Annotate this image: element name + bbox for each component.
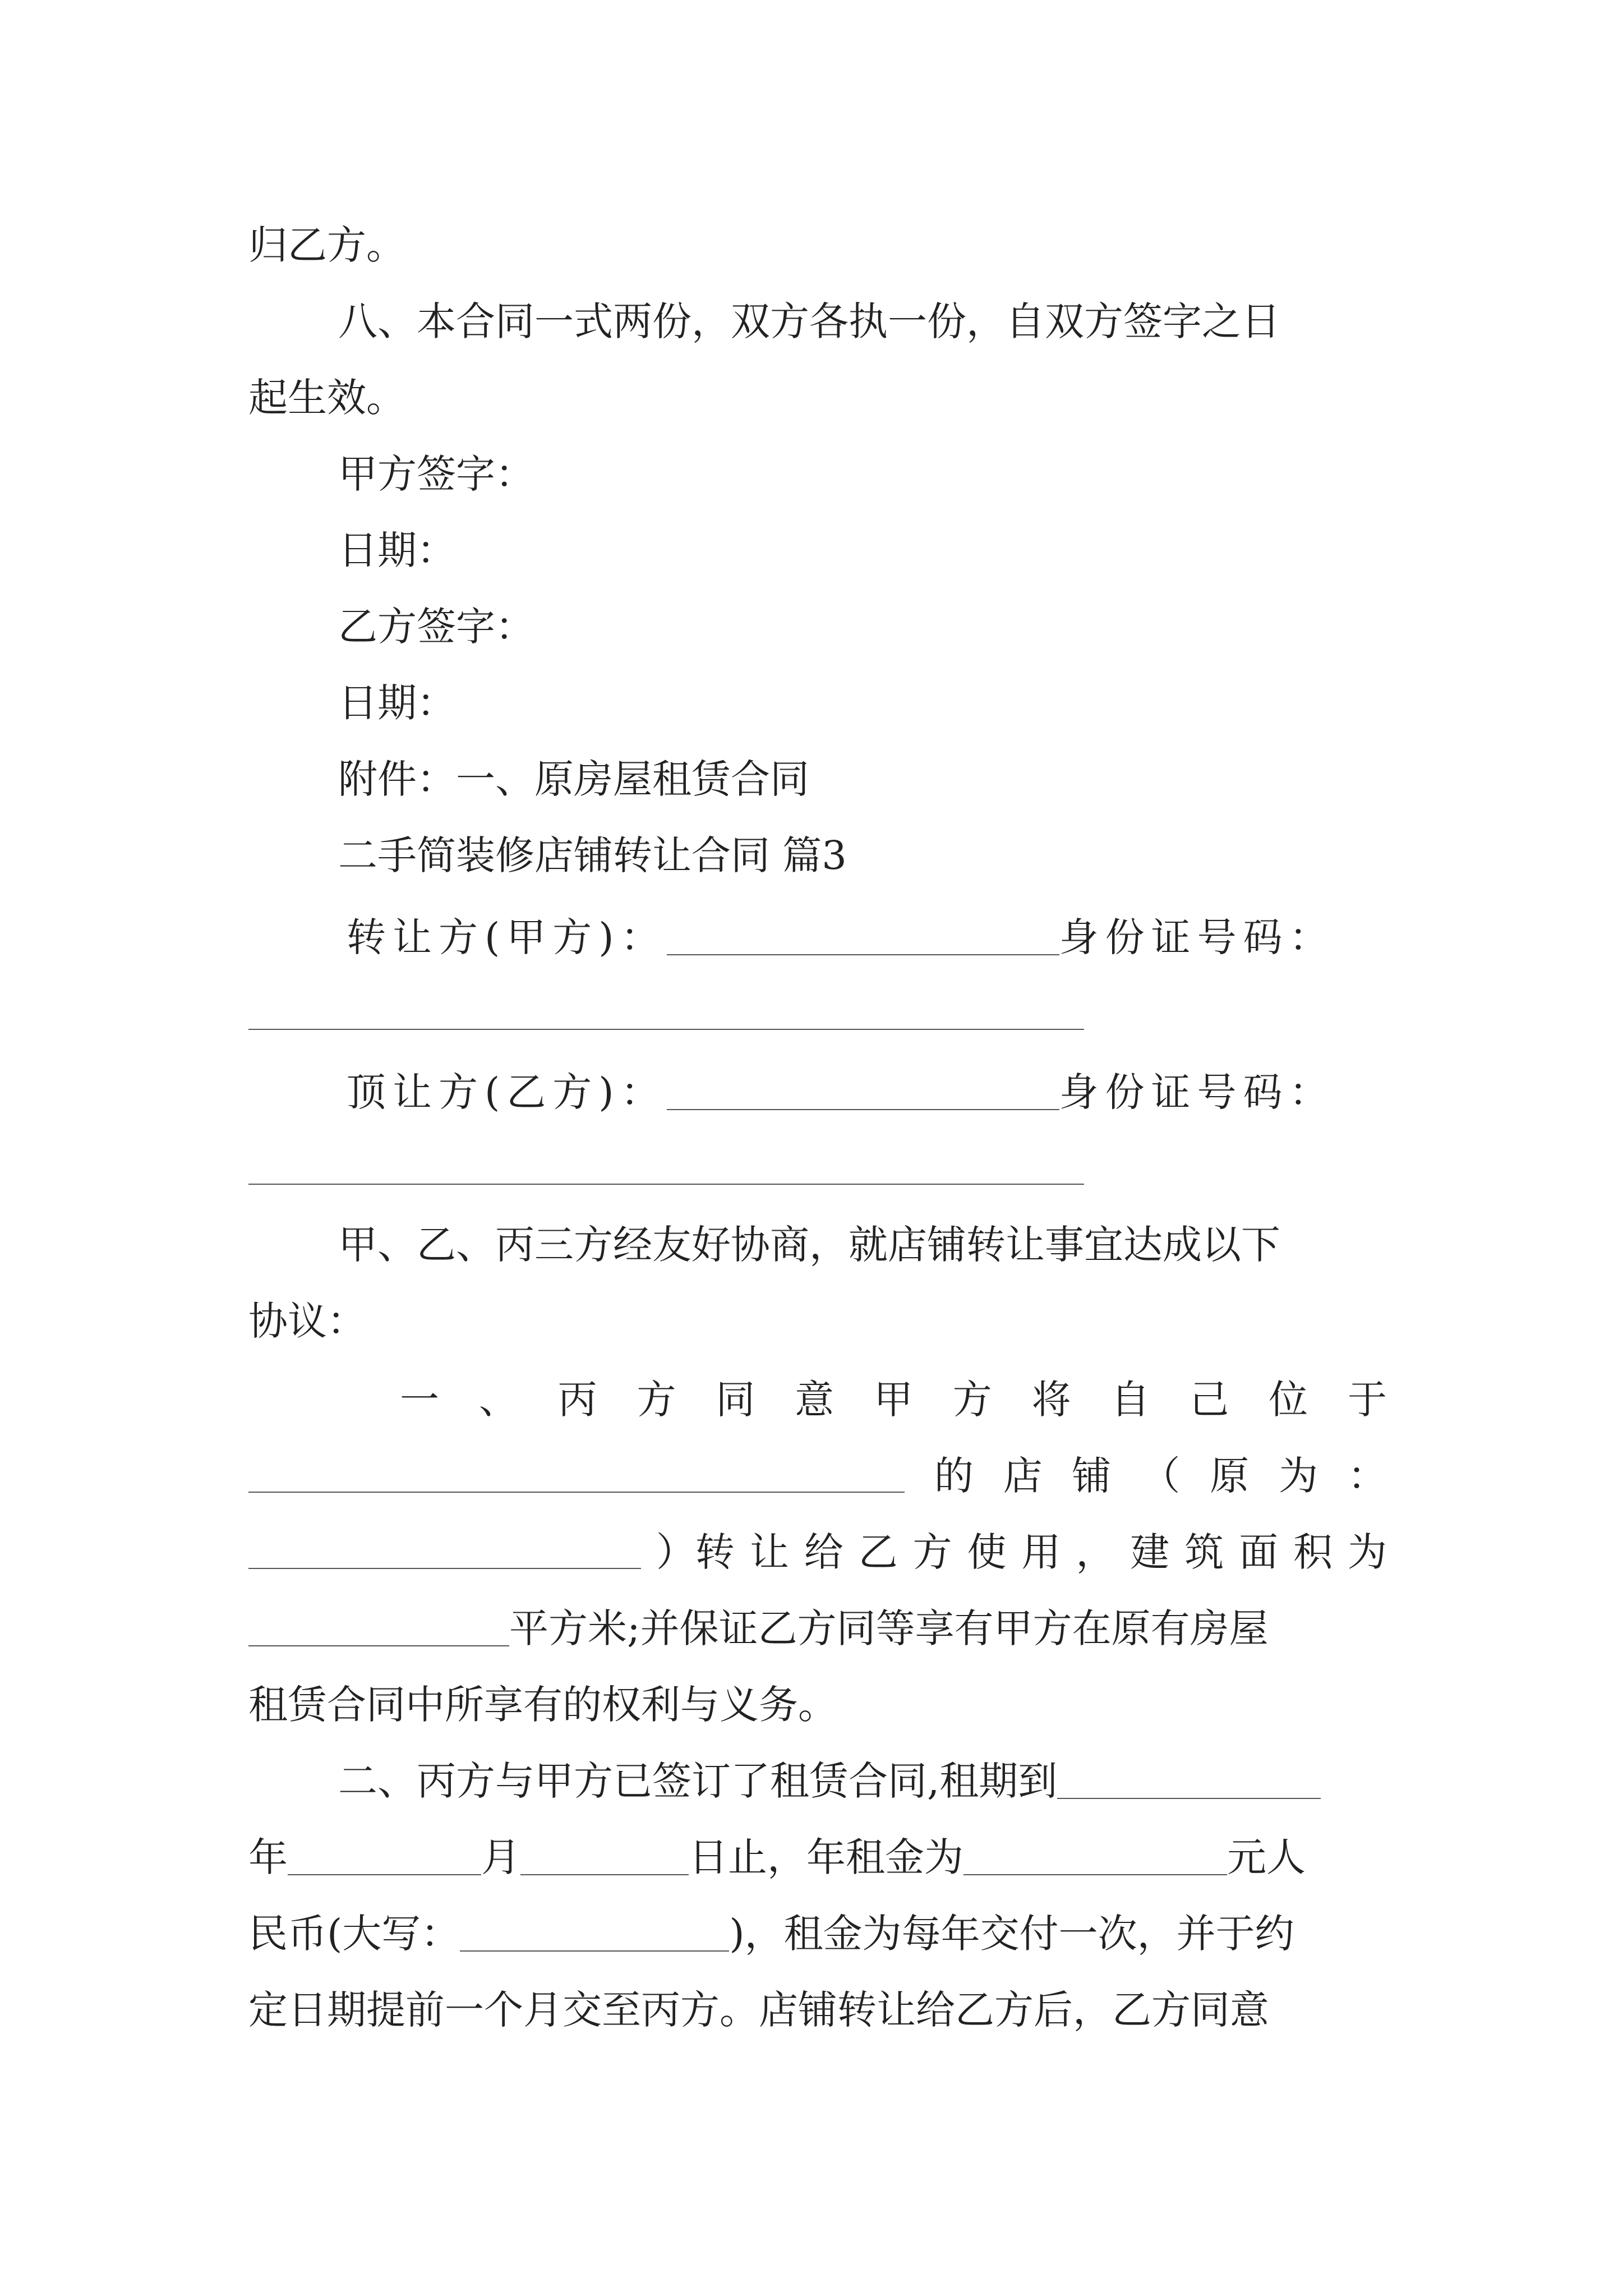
clause-2-line-3 bbox=[248, 1897, 1387, 1970]
party-b-signature-label: 乙方签字： bbox=[338, 604, 534, 650]
lease-end-blank bbox=[1057, 1765, 1321, 1799]
year-label: 年 bbox=[248, 1834, 288, 1880]
transferor-id-blank bbox=[248, 1029, 1084, 1030]
clause-1-char: 方 bbox=[912, 1529, 952, 1575]
clause-1-char: 积 bbox=[1293, 1529, 1333, 1575]
area-blank bbox=[248, 1613, 509, 1646]
annual-rent-label: 日止，年租金为 bbox=[689, 1834, 963, 1880]
clause-1-char: 、 bbox=[478, 1377, 518, 1423]
clause-1-char: 意 bbox=[795, 1377, 834, 1423]
clause-1-char: 自 bbox=[1110, 1377, 1150, 1423]
clause-1-char: 位 bbox=[1269, 1377, 1308, 1423]
intro-line-1: 甲、乙、丙三方经友好协商，就店铺转让事宜达成以下 bbox=[338, 1222, 1280, 1268]
clause-1-char: 店 bbox=[1003, 1453, 1043, 1499]
clause-1-char: 将 bbox=[1031, 1377, 1071, 1423]
clause-1-char: 用 bbox=[1021, 1529, 1061, 1575]
clause-2-line-1 bbox=[338, 1745, 1387, 1818]
attachment-line: 附件：一、原房屋租赁合同 bbox=[338, 756, 809, 802]
clause-2-line-4: 定日期提前一个月交至丙方。店铺转让给乙方后，乙方同意 bbox=[248, 1987, 1269, 2033]
party-b-date-label: 日期： bbox=[338, 680, 456, 726]
clause-1-char: 同 bbox=[716, 1377, 755, 1423]
annual-rent-blank bbox=[963, 1842, 1227, 1875]
transferor-id-label: 身份证号码： bbox=[1059, 914, 1335, 960]
clause-1-char: 一 bbox=[400, 1377, 439, 1423]
clause-1-line-5: 租赁合同中所享有的权利与义务。 bbox=[248, 1682, 837, 1728]
clause-1-char: 于 bbox=[1347, 1377, 1387, 1423]
clause-2-text: 二、丙方与甲方已签订了租赁合同,租期到 bbox=[338, 1758, 1058, 1804]
clause-1-char: 丙 bbox=[557, 1377, 597, 1423]
assignee-id-blank bbox=[248, 1184, 1084, 1185]
assignee-name-blank bbox=[667, 1076, 1059, 1110]
clause-1-line-1 bbox=[400, 1363, 1387, 1436]
clause-8-line-2: 起生效。 bbox=[248, 375, 405, 421]
clause-1-char: 铺 bbox=[1072, 1453, 1112, 1499]
clause-8-line-1: 八、本合同一式两份，双方各执一份，自双方签字之日 bbox=[338, 298, 1280, 344]
intro-line-2: 协议： bbox=[248, 1298, 366, 1344]
payment-terms-text: )，租金为每年交付一次，并于约 bbox=[729, 1911, 1294, 1957]
clause-1-char: 面 bbox=[1239, 1529, 1279, 1575]
clause-1-char: 使 bbox=[967, 1529, 1007, 1575]
clause-1-char: 为 bbox=[1279, 1453, 1318, 1499]
clause-1-area-text: 平方米;并保证乙方同等享有甲方在原有房屋 bbox=[509, 1605, 1269, 1651]
uppercase-amount-label: 民币(大写： bbox=[248, 1911, 460, 1957]
clause-1-char: ： bbox=[1347, 1453, 1387, 1499]
clause-1-char: 为 bbox=[1347, 1529, 1387, 1575]
clause-1-char: ）转 bbox=[656, 1529, 735, 1575]
party-a-date-label: 日期： bbox=[338, 527, 456, 573]
assignee-line bbox=[347, 1056, 1387, 1129]
clause-1-char: 给 bbox=[804, 1529, 843, 1575]
assignee-label: 顶让方(乙方)： bbox=[347, 1069, 667, 1115]
transferor-name-blank bbox=[667, 922, 1059, 955]
clause-1-line-2 bbox=[248, 1439, 1387, 1512]
clause-1-line-4 bbox=[248, 1592, 1387, 1665]
clause-1-char: 方 bbox=[952, 1377, 992, 1423]
transferor-label: 转让方(甲方)： bbox=[347, 914, 667, 960]
clause-1-char: 己 bbox=[1189, 1377, 1229, 1423]
section-title: 二手简装修店铺转让合同 篇3 bbox=[338, 832, 847, 878]
shop-location-blank bbox=[248, 1459, 905, 1493]
clause-1-char: 乙 bbox=[858, 1529, 898, 1575]
text-line: 归乙方。 bbox=[248, 222, 405, 268]
clause-2-line-2 bbox=[248, 1821, 1387, 1894]
clause-1-char: 的 bbox=[934, 1453, 974, 1499]
clause-1-char: 甲 bbox=[873, 1377, 913, 1423]
month-label: 月 bbox=[481, 1834, 520, 1880]
clause-1-char: ， bbox=[1076, 1529, 1115, 1575]
clause-1-char: 方 bbox=[637, 1377, 676, 1423]
clause-1-char: 让 bbox=[749, 1529, 789, 1575]
currency-label: 元人 bbox=[1227, 1834, 1306, 1880]
clause-1-char: 建 bbox=[1130, 1529, 1170, 1575]
clause-1-char: （ bbox=[1141, 1453, 1181, 1499]
day-blank bbox=[520, 1842, 689, 1875]
party-a-signature-label: 甲方签字： bbox=[338, 451, 534, 497]
month-blank bbox=[288, 1842, 481, 1875]
assignee-id-label: 身份证号码： bbox=[1059, 1069, 1335, 1115]
clause-1-char: 筑 bbox=[1184, 1529, 1224, 1575]
clause-1-char: 原 bbox=[1210, 1453, 1249, 1499]
uppercase-amount-blank bbox=[460, 1918, 729, 1952]
original-use-blank bbox=[248, 1535, 641, 1569]
clause-1-line-3 bbox=[248, 1516, 1387, 1589]
transferor-line bbox=[347, 901, 1387, 974]
